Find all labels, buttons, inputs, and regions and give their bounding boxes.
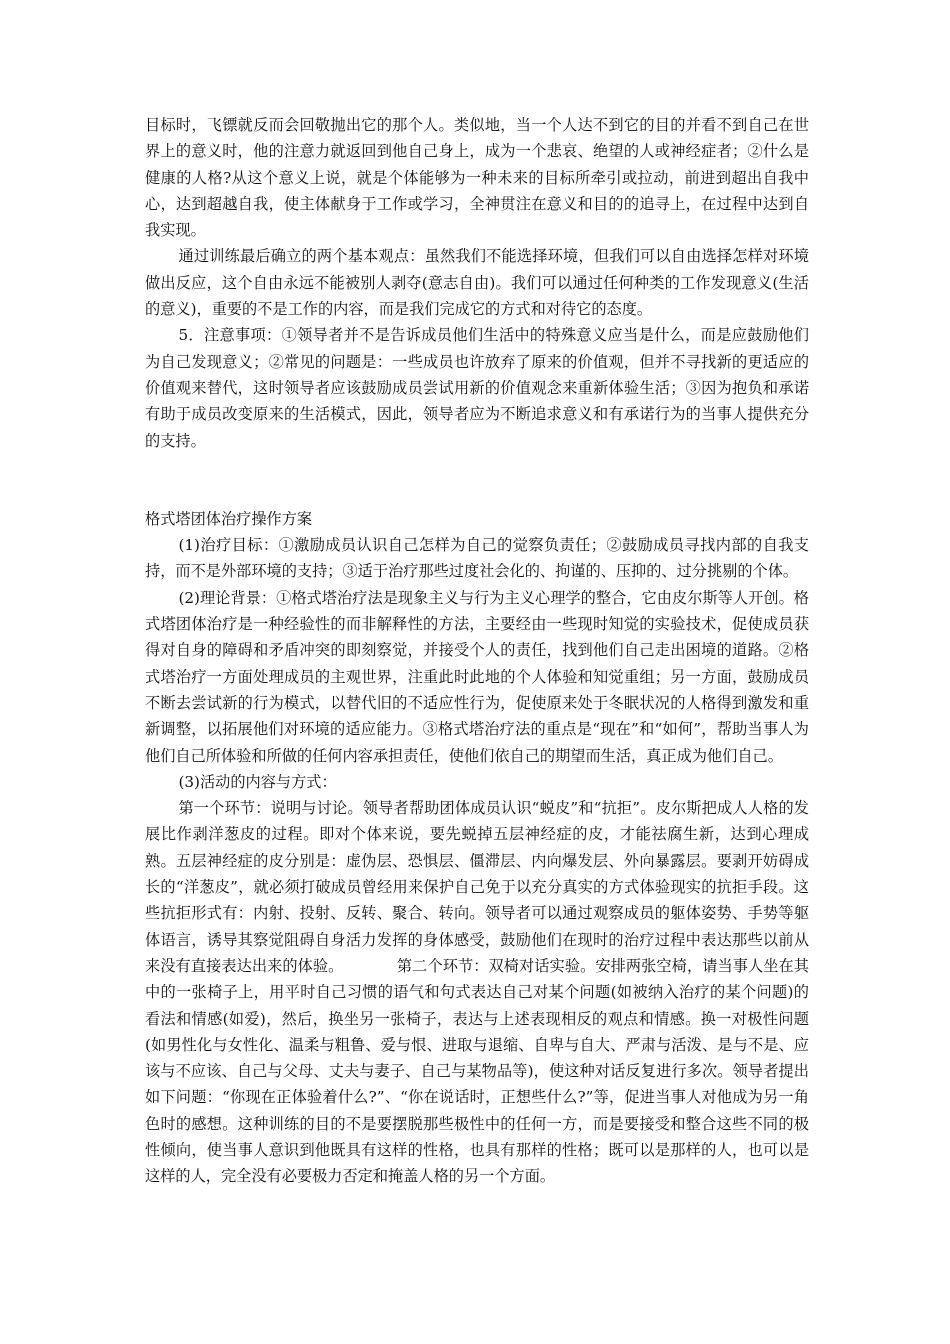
paragraph-activity-steps: 第一个环节：说明与讨论。领导者帮助团体成员认识“蜕皮”和“抗拒”。皮尔斯把成人人格的发展比作剥洋葱皮的过程。即对个体来说，要先蜕掉五层神经症的皮，才能祛腐生新，达到心理成熟。五层神经症的皮分别是：虚伪层、恐惧层、僵滞层、内向爆发层、外向暴露层。要剥开妨碍成长的“洋葱皮”，就必须打破成员曾经用来保护自己免于以充分真实的方式体验现实的抗拒手段。这些抗拒形式有：内射、投射、反转、聚合、转向。领导者可以通过观察成员的躯体姿势、手势等躯体语言，诱导其察觉阻碍自身活力发挥的身体感受，鼓励他们在现时的治疗过程中表达那些以前从来没有直接表达出来的体验。 第二个环节：双椅对话实验。安排两张空椅，请当事人坐在其中的一张椅子上，用平时自己习惯的语气和句式表达自己对某个问题(如被纳入治疗的某个问题)的看法和情感(如爱)，然后，换坐另一张椅子，表达与上述表现相反的观点和情感。换一对极性问题(如男性化与女性化、温柔与粗鲁、爱与恨、进取与退缩、自卑与自大、严肃与活泼、是与不是、应该与不应该、自己与父母、丈夫与妻子、自己与某物品等)，使这种对话反复进行多次。领导者提出如下问题：“你现在正体验着什么?”、“你在说话时，正想些什么?”等，促进当事人对他成为另一角色时的感想。这种训练的目的不是要摆脱那些极性中的任何一方，而是要接受和整合这些不同的极性倾向，使当事人意识到他既具有这样的性格，也具有那样的性格；既可以是那样的人，也可以是这样的人，完全没有必要极力否定和掩盖人格的另一个方面。 — [145, 799, 809, 1186]
paragraph-continuation: 目标时，飞镖就反而会回敬抛出它的那个人。类似地，当一个人达不到它的目的并看不到自己在世界上的意义时，他的注意力就返回到他自己身上，成为一个悲哀、绝望的人或神经症者；②什么是健康的人格?从这个意义上说，就是个体能够为一种未来的目标所牵引或拉动，前进到超出自我中心，达到超越自我，使主体献身于工作或学习，全神贯注在意义和目的的追寻上，在过程中达到自我实现。 — [145, 116, 809, 240]
paragraph-notes: 5．注意事项：①领导者并不是告诉成员他们生活中的特殊意义应当是什么，而是应鼓励他们为自己发现意义；②常见的问题是：一些成员也许放弃了原来的价值观，但并不寻找新的更适应的价值观来替代，这时领导者应该鼓励成员尝试用新的价值观念来重新体验生活；③因为抱负和承诺有助于成员改变原来的生活模式，因此，领导者应为不断追求意义和有承诺行为的当事人提供充分的支持。 — [145, 326, 809, 450]
paragraph-basic-views: 通过训练最后确立的两个基本观点：虽然我们不能选择环境，但我们可以自由选择怎样对环境做出反应，这个自由永远不能被别人剥夺(意志自由)。我们可以通过任何种类的工作发现意义(生活的意义)，重要的不是工作的内容，而是我们完成它的方式和对待它的态度。 — [145, 247, 809, 319]
section-heading: 格式塔团体治疗操作方案 — [145, 509, 313, 528]
document-page — [145, 112, 809, 1190]
paragraph-theory-background: (2)理论背景：①格式塔治疗法是现象主义与行为主义心理学的整合，它由皮尔斯等人开创。格式塔团体治疗是一种经验性的而非解释性的方法，主要经由一些现时知觉的实验技术，促使成员获得对自身的障碍和矛盾冲突的即刻察觉，并接受个人的责任，找到他们自己走出困境的道路。②格式塔治疗一方面处理成员的主观世界，注重此时此地的个人体验和知觉重组；另一方面，鼓励成员不断去尝试新的行为模式，以替代旧的不适应性行为，促使原来处于冬眠状况的人格得到激发和重新调整，以拓展他们对环境的适应能力。③格式塔治疗法的重点是“现在”和“如何”，帮助当事人为他们自己所体验和所做的任何内容承担责任，使他们依自己的期望而生活，真正成为他们自己。 — [145, 588, 809, 765]
paragraph-therapy-goals: (1)治疗目标：①激励成员认识自己怎样为自己的觉察负责任；②鼓励成员寻找内部的自我支持，而不是外部环境的支持；③适于治疗那些过度社会化的、拘谨的、压抑的、过分挑剔的个体。 — [145, 536, 809, 581]
section-spacer — [145, 454, 809, 506]
paragraph-activity-heading: (3)活动的内容与方式： — [178, 772, 337, 791]
